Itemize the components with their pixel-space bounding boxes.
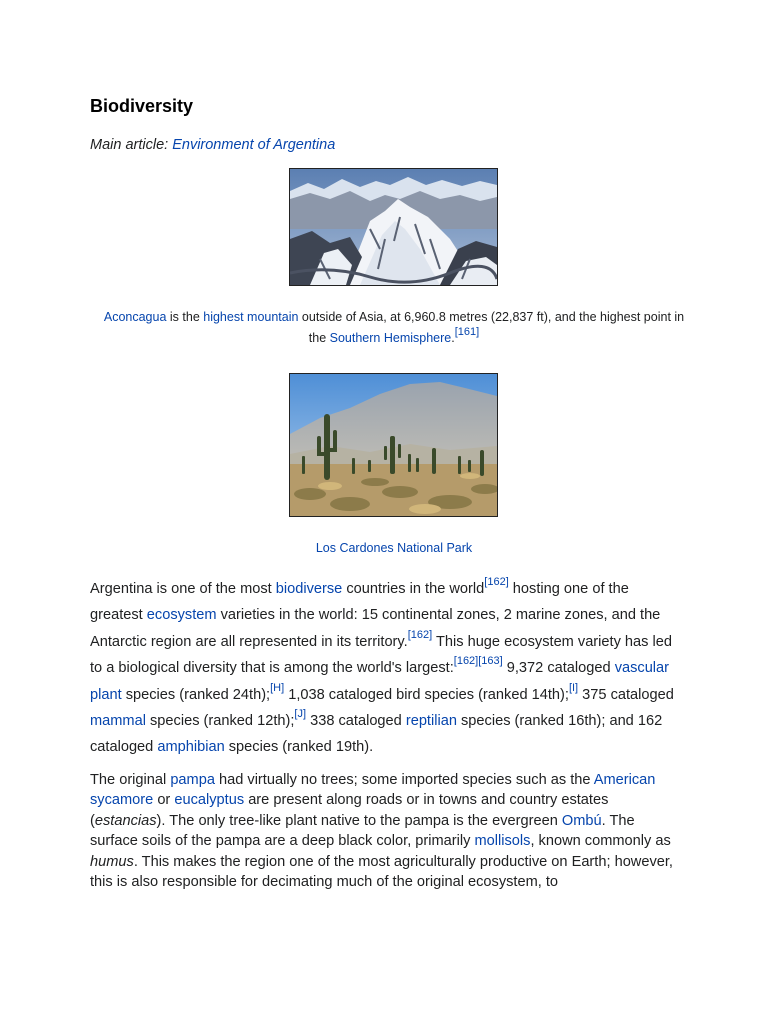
- american-sycamore-link[interactable]: American sycamore: [90, 772, 656, 809]
- text: varieties in the world: 15 continental zones, 2 marine zones, and the Antarctic region are all represented in its territory.: [90, 607, 661, 650]
- caption-text: is the: [166, 310, 204, 324]
- amphibian-link[interactable]: amphibian: [157, 739, 225, 756]
- eucalyptus-link[interactable]: eucalyptus: [174, 792, 245, 809]
- text: species (ranked 16th); and 162 cataloged: [90, 713, 663, 756]
- text: This huge ecosystem variety has led to a biological diversity that is among the world's largest:: [90, 633, 672, 677]
- humus-term: humus: [90, 853, 134, 870]
- text: ). The only tree-like plant native to the pampa is the evergreen: [156, 812, 562, 829]
- figure-caption-1: [100, 307, 688, 349]
- text: species (ranked 12th);: [145, 713, 295, 730]
- text: . The surface soils of the pampa are a deep black color, primarily: [90, 812, 635, 850]
- text: species (ranked 19th).: [224, 739, 374, 756]
- note-h[interactable]: [H]: [270, 681, 285, 694]
- text: The original: [90, 772, 171, 788]
- text: Argentina is one of the most: [90, 581, 276, 597]
- paragraph-1: [90, 576, 680, 761]
- citation-161[interactable]: [161]: [454, 325, 480, 338]
- mammal-link[interactable]: mammal: [90, 713, 146, 730]
- citation-162[interactable]: [162]: [484, 576, 509, 589]
- pampa-link[interactable]: pampa: [170, 772, 215, 788]
- ecosystem-link[interactable]: ecosystem: [146, 607, 217, 624]
- hatnote: [90, 137, 335, 153]
- biodiverse-link[interactable]: biodiverse: [275, 581, 343, 597]
- paragraph-2: [90, 770, 680, 892]
- text: 9,372 cataloged: [502, 660, 615, 677]
- southern-hemisphere-link[interactable]: Southern Hemisphere: [329, 331, 452, 345]
- figure-caption-2: [100, 538, 688, 559]
- mollisols-link[interactable]: mollisols: [474, 833, 531, 850]
- caption-text: .: [451, 331, 455, 345]
- caption-text: outside of Asia, at 6,960.8 metres (22,837 ft), and the highest point in the: [298, 310, 685, 345]
- text: 1,038 cataloged bird species (ranked 14th);: [284, 686, 569, 703]
- aconcagua-link[interactable]: Aconcagua: [103, 310, 167, 324]
- text: had virtually no trees; some imported species such as the: [214, 772, 594, 788]
- main-article-link[interactable]: Environment of Argentina: [172, 137, 336, 153]
- vascular-plant-link[interactable]: vascular plant: [90, 660, 670, 703]
- text: are present along roads or in towns and country estates (: [90, 792, 609, 829]
- los-cardones-link[interactable]: Los Cardones National Park: [315, 541, 473, 555]
- citation-163[interactable]: [163]: [478, 655, 503, 668]
- highest-mountain-link[interactable]: highest mountain: [203, 310, 299, 324]
- citation-162[interactable]: [162]: [453, 655, 479, 668]
- text: 338 cataloged: [306, 713, 406, 730]
- text: or: [153, 792, 175, 809]
- note-i[interactable]: [I]: [568, 681, 579, 694]
- note-j[interactable]: [J]: [294, 708, 307, 721]
- citation-162[interactable]: [162]: [407, 628, 433, 641]
- estancias-term: estancias: [94, 812, 157, 829]
- text: hosting one of the greatest: [90, 581, 629, 624]
- hatnote-prefix: Main article:: [90, 137, 173, 153]
- ombu-link[interactable]: Ombú: [561, 812, 602, 829]
- los-cardones-image[interactable]: [289, 373, 498, 517]
- text: . This makes the region one of the most agriculturally productive on Earth; however, this is also responsible for decimating much of the original ecosystem, to: [90, 853, 673, 891]
- aconcagua-image[interactable]: [289, 168, 498, 286]
- text: , known commonly as: [530, 833, 671, 850]
- section-heading: Biodiversity: [90, 96, 194, 116]
- text: countries in the world: [342, 581, 485, 597]
- text: species (ranked 24th);: [121, 686, 271, 703]
- reptilian-link[interactable]: reptilian: [405, 713, 457, 730]
- text: 375 cataloged: [578, 686, 674, 703]
